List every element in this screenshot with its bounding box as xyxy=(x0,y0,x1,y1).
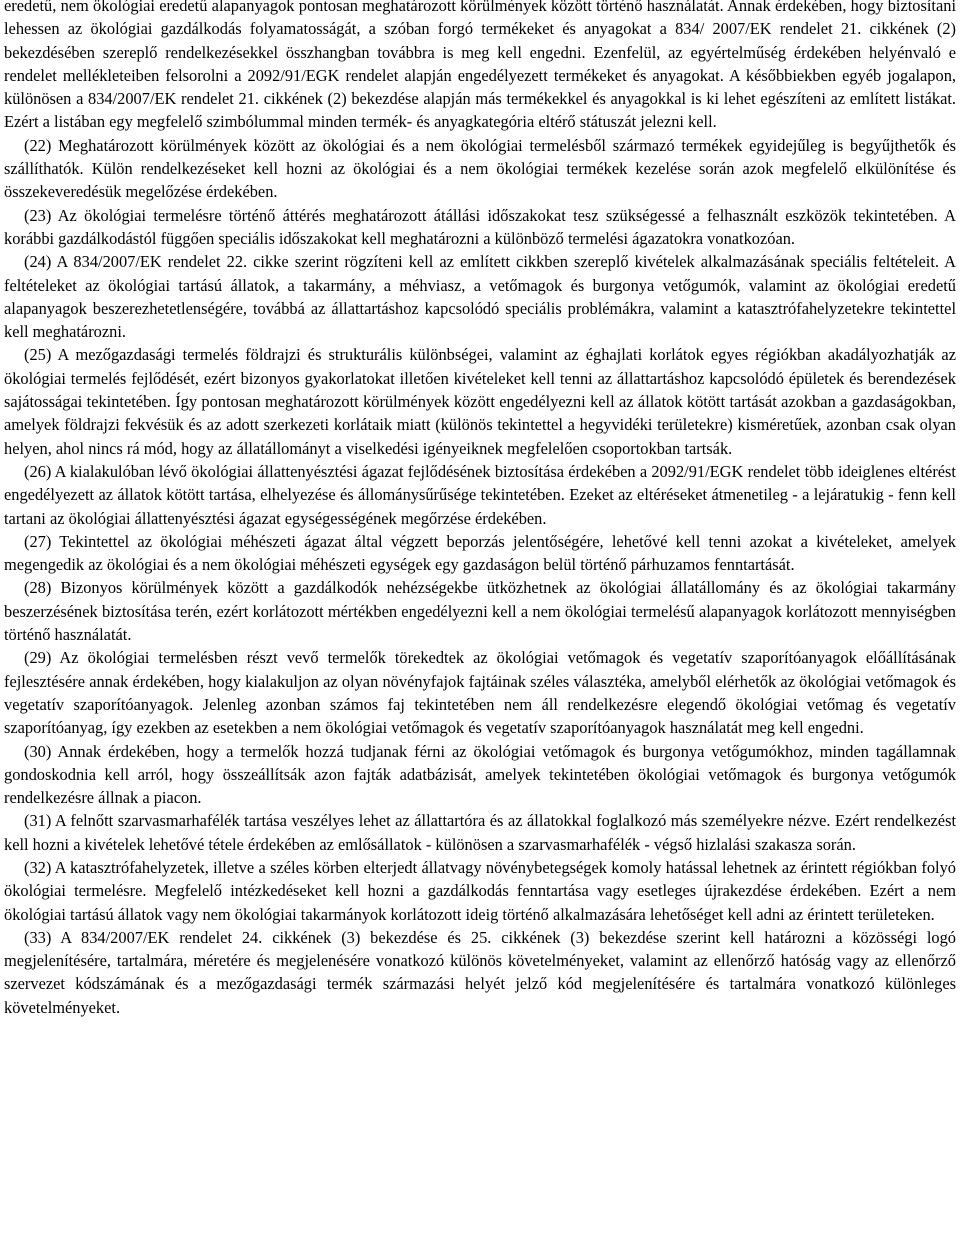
paragraph-33: (33) A 834/2007/EK rendelet 24. cikkének (3) bekezdése és 25. cikkének (3) bekezdése szerint kell határozni a közösségi logó megjelenítésére, tartalmára, méretére és megjelenésére vonatkozó különös követelményeket, valamint az ellenőrző hatóság vagy az ellenőrző szervezet kódszámának és a mezőgazdasági termék származási helyét jelző kód megjelenítésére és tartalmára vonatkozó különleges követelményeket. xyxy=(4,927,956,1017)
paragraph-24: (24) A 834/2007/EK rendelet 22. cikke szerint rögzíteni kell az említett cikkben szereplő kivételek alkalmazásának speciális feltételeit. A feltételeket az ökológiai tartású állatok, a takarmány, a méhviasz, a vetőmagok és burgonya vetőgumók, valamint az ökológiai eredetű alapanyagok beszerezhetetlenségére, továbbá az állattartáshoz kapcsolódó speciális problémákra, valamint a katasztrófahelyzetekre tekintettel kell meghatározni. xyxy=(4,252,956,342)
paragraph-21-continued: eredetű, nem ökológiai eredetű alapanyagok pontosan meghatározott körülmények között történő használatát. Annak érdekében, hogy biztosítani lehessen az ökológiai gazdálkodás folyamatosságát, a szóban forgó termékeket és anyagokat a 834/ 2007/EK rendelet 21. cikkének (2) bekezdésében szereplő rendelkezésekkel összhangban továbbra is meg kell engedni. Ezenfelül, az egyértelműség érdekében helyénvaló e rendelet mellékleteiben felsorolni a 2092/91/EGK rendelet alapján engedélyezett termékeket és anyagokat. A későbbiekben egyéb jogalapon, különösen a 834/2007/EK rendelet 21. cikkének (2) bekezdése alapján más termékekkel és anyagokkal is ki lehet egészíteni az említett listákat. Ezért a listában egy megfelelő szimbólummal minden termék- és anyagkategória eltérő státuszát jelezni kell. xyxy=(4,0,956,132)
paragraph-31: (31) A felnőtt szarvasmarhafélék tartása veszélyes lehet az állattartóra és az állatokkal foglalkozó más személyekre nézve. Ezért rendelkezést kell hozni a kivételek lehetővé tétele érdekében az emlősállatok - különösen a szarvasmarhafélék - végső hizlalási szakasza során. xyxy=(4,811,956,854)
paragraph-23: (23) Az ökológiai termelésre történő áttérés meghatározott átállási időszakokat tesz szükségessé a felhasznált eszközök tekintetében. A korábbi gazdálkodástól függően speciális időszakokat kell meghatározni a különböző termelési ágazatokra vonatkozóan. xyxy=(4,205,956,248)
paragraph-29: (29) Az ökológiai termelésben részt vevő termelők törekedtek az ökológiai vetőmagok és vegetatív szaporítóanyagok előállításának fejlesztésére annak érdekében, hogy kialakuljon az olyan növényfajok fajtáinak széles választéka, amelyből elérhetők az ökológiai vetőmagok és vegetatív szaporítóanyagok. Jelenleg azonban számos faj tekintetében nem áll rendelkezésre elegendő ökológiai vetőmag és vegetatív szaporítóanyag, így ezekben az esetekben a nem ökológiai vetőmagok és vegetatív szaporítóanyagok használatát meg kell engedni. xyxy=(4,648,956,738)
paragraph-28: (28) Bizonyos körülmények között a gazdálkodók nehézségekbe ütközhetnek az ökológiai állatállomány és az ökológiai takarmány beszerzésének biztosítása terén, ezért korlátozott mértékben engedélyezni kell a nem ökológiai termelésű alapanyagok korlátozott mennyiségben történő használatát. xyxy=(4,578,956,645)
paragraph-22: (22) Meghatározott körülmények között az ökológiai és a nem ökológiai termelésből származó termékek egyidejűleg is begyűjthetők és szállíthatók. Külön rendelkezéseket kell hozni az ökológiai és a nem ökológiai termékek kezelése során azok megfelelő elkülönítése és összekeveredésük megelőzése érdekében. xyxy=(4,135,956,202)
paragraph-30: (30) Annak érdekében, hogy a termelők hozzá tudjanak férni az ökológiai vetőmagok és burgonya vetőgumókhoz, minden tagállamnak gondoskodnia kell arról, hogy összeállítsák azon fajták adatbázisát, amelyek tekintetében ökológiai vetőmagok és burgonya vetőgumók rendelkezésre állnak a piacon. xyxy=(4,741,956,808)
paragraph-26: (26) A kialakulóban lévő ökológiai állattenyésztési ágazat fejlődésének biztosítása érdekében a 2092/91/EGK rendelet több ideiglenes eltérést engedélyezett az állatok kötött tartása, elhelyezése és állománysűrűsége tekintetében. Ezeket az eltéréseket átmenetileg - a lejáratukig - fenn kell tartani az ökológiai állattenyésztési ágazat egységességének megőrzése érdekében. xyxy=(4,461,956,528)
paragraph-27: (27) Tekintettel az ökológiai méhészeti ágazat által végzett beporzás jelentőségére, lehetővé kell tenni azokat a kivételeket, amelyek megengedik az ökológiai és a nem ökológiai méhészeti egységek egy gazdaságon belül történő párhuzamos fenntartását. xyxy=(4,531,956,575)
paragraph-32: (32) A katasztrófahelyzetek, illetve a széles körben elterjedt állatvagy növénybetegségek komoly hatással lehetnek az érintett régiókban folyó ökológiai termelésre. Megfelelő intézkedéseket kell hozni a gazdálkodás fenntartása vagy esetleges újrakezdése érdekében. Ezért a nem ökológiai tartású állatok vagy nem ökológiai takarmányok korlátozott ideig történő alkalmazására lehetőséget kell adni az érintett területeken. xyxy=(4,857,956,924)
paragraph-25: (25) A mezőgazdasági termelés földrajzi és strukturális különbségei, valamint az éghajlati korlátok egyes régiókban akadályozhatják az ökológiai termelés fejlődését, ezért bizonyos gyakorlatokat illetően kivételeket kell tenni az állattartáshoz kapcsolódó épületek és berendezések sajátosságai tekintetében. Így pontosan meghatározott körülmények között engedélyezni kell az állatok kötött tartását azokban a gazdaságokban, amelyek földrajzi fekvésük és az adott szerkezeti korlátaik miatt (különös tekintettel a hegyvidéki területekre) kisméretűek, azonban csak olyan helyen, ahol nincs rá mód, hogy az állatállományt a viselkedési igényeiknek megfelelően csoportokban tartsák. xyxy=(4,345,956,458)
